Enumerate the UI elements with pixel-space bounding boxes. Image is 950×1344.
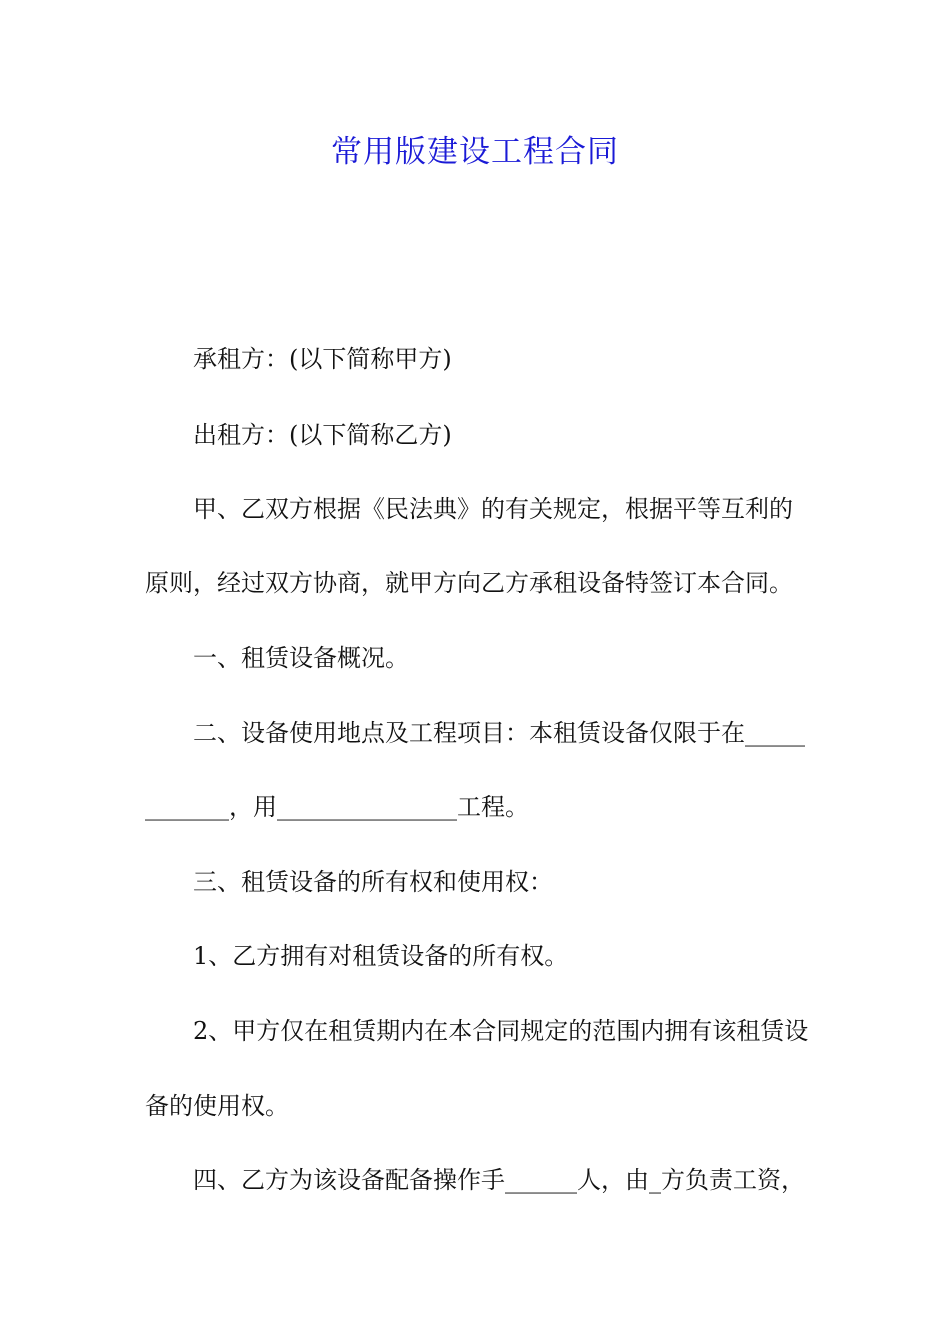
paragraph-preamble-line1: 甲、乙双方根据《民法典》的有关规定，根据平等互利的 [193, 495, 793, 523]
section-2-line1: 二、设备使用地点及工程项目：本租赁设备仅限于在_____ [193, 719, 805, 747]
clause-3-1: 1、乙方拥有对租赁设备的所有权。 [193, 942, 569, 970]
paragraph-preamble-line2: 原则，经过双方协商，就甲方向乙方承租设备特签订本合同。 [145, 569, 793, 597]
clause-3-2-line1: 2、甲方仅在租赁期内在本合同规定的范围内拥有该租赁设 [193, 1017, 809, 1045]
clause-3-2-line2: 备的使用权。 [145, 1092, 289, 1120]
section-heading-1: 一、租赁设备概况。 [193, 644, 409, 672]
section-4-line1: 四、乙方为该设备配备操作手______人，由_方负责工资， [193, 1166, 805, 1194]
document-title: 常用版建设工程合同 [331, 134, 619, 170]
section-heading-3: 三、租赁设备的所有权和使用权： [193, 868, 553, 896]
paragraph-lessee: 承租方：(以下简称甲方) [193, 345, 452, 373]
paragraph-lessor: 出租方：(以下简称乙方) [193, 421, 452, 449]
section-2-line2: _______，用_______________工程。 [145, 793, 529, 821]
